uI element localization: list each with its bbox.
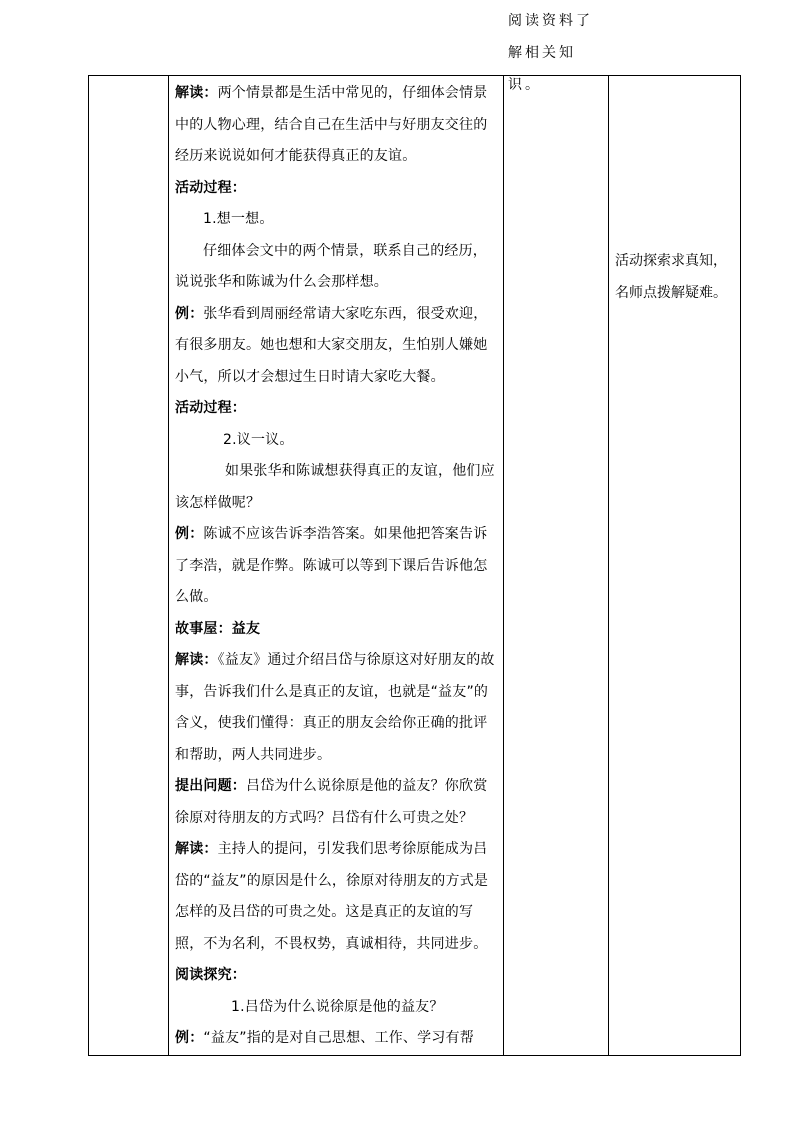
label: 活动过程： — [175, 400, 246, 416]
text: 1.想一想。 — [203, 211, 274, 227]
step-inquiry-question — [175, 992, 497, 1024]
label: 故事屋：益友 — [175, 620, 261, 637]
text: “益友”指的是对自己思想、工作、学习有帮 — [203, 1030, 474, 1046]
text: 仔细体会文中的两个情景，联系自己的经历，说说张华和陈诚为什么会那样想。 — [175, 242, 487, 290]
student-activity-cell — [504, 13, 609, 1056]
text: 吕岱为什么说徐原是他的益友？你欣赏徐原对待朋友的方式吗？吕岱有什么可贵之处？ — [175, 778, 488, 826]
student-activity-line-2: 解相关知识。 — [508, 45, 576, 94]
text: 张华看到周丽经常请大家吃东西，很受欢迎，有很多朋友。她也想和大家交朋友，生怕别人嫌她小气，所以才会想过生日时请大家吃大餐。 — [175, 305, 488, 385]
label: 解读： — [175, 85, 218, 101]
label: 阅读探究： — [175, 967, 246, 983]
lesson-plan-table — [88, 13, 741, 1056]
text: 两个情景都是生活中常见的，仔细体会情景中的人物心理，结合自己在生活中与好朋友交往的经历来说说如何才能获得真正的友谊。 — [175, 85, 488, 164]
heading-activity-process-1 — [175, 173, 497, 205]
design-intent-line-2: 名师点拨解疑难。 — [615, 285, 727, 302]
text: 2.议一议。 — [223, 431, 294, 448]
text: 《益友》通过介绍吕岱与徐原这对好朋友的故事，告诉我们什么是真正的友谊，也就是“益友”的含义，使我们懂得：真正的朋友会给你正确的批评和帮助，两人共同进步。 — [175, 652, 495, 763]
table-row — [89, 76, 741, 1056]
paragraph-think-instruction — [175, 236, 497, 299]
label: 例： — [175, 526, 204, 542]
paragraph-example-2 — [175, 519, 497, 614]
design-intent-line-1: 活动探索求真知， — [615, 253, 727, 270]
label: 解读： — [175, 841, 218, 857]
text: 1.吕岱为什么说徐原是他的益友？ — [231, 998, 444, 1015]
heading-reading-inquiry — [175, 960, 497, 992]
label: 例： — [175, 1030, 204, 1046]
label: 提出问题： — [175, 778, 246, 794]
student-activity-block — [508, 5, 604, 101]
design-intent-cell — [609, 76, 741, 1056]
label: 解读： — [175, 652, 218, 668]
text: 陈诚不应该告诉李浩答案。如果他把答案告诉了李浩，就是作弊。陈诚可以等到下课后告诉他怎么做。 — [175, 526, 488, 605]
text: 如果张华和陈诚想获得真正的友谊，他们应该怎样做呢？ — [175, 463, 495, 511]
empty-cell — [89, 76, 169, 1056]
step-discuss — [175, 425, 497, 457]
text: 主持人的提问，引发我们思考徐原能成为吕岱的“益友”的原因是什么，徐原对待朋友的方式是怎样的及吕岱的可贵之处。这是真正的友谊的写照，不为名利，不畏权势，真诚相待，共同进步。 — [175, 841, 489, 952]
paragraph-interpretation-3 — [175, 834, 497, 960]
label: 活动过程： — [175, 179, 246, 196]
heading-story-house — [175, 614, 497, 646]
label: 例： — [175, 305, 204, 322]
paragraph-discuss-question — [175, 456, 497, 519]
teaching-content-cell — [169, 76, 504, 1056]
design-intent-block — [615, 245, 734, 309]
paragraph-example-1 — [175, 299, 497, 394]
paragraph-interpretation-2 — [175, 645, 497, 771]
step-think — [175, 204, 497, 236]
paragraph-interpretation-1 — [175, 78, 497, 173]
heading-activity-process-2 — [175, 393, 497, 425]
student-activity-line-1: 阅读资料了 — [508, 13, 593, 30]
paragraph-questions — [175, 771, 497, 834]
paragraph-example-3 — [175, 1023, 497, 1055]
